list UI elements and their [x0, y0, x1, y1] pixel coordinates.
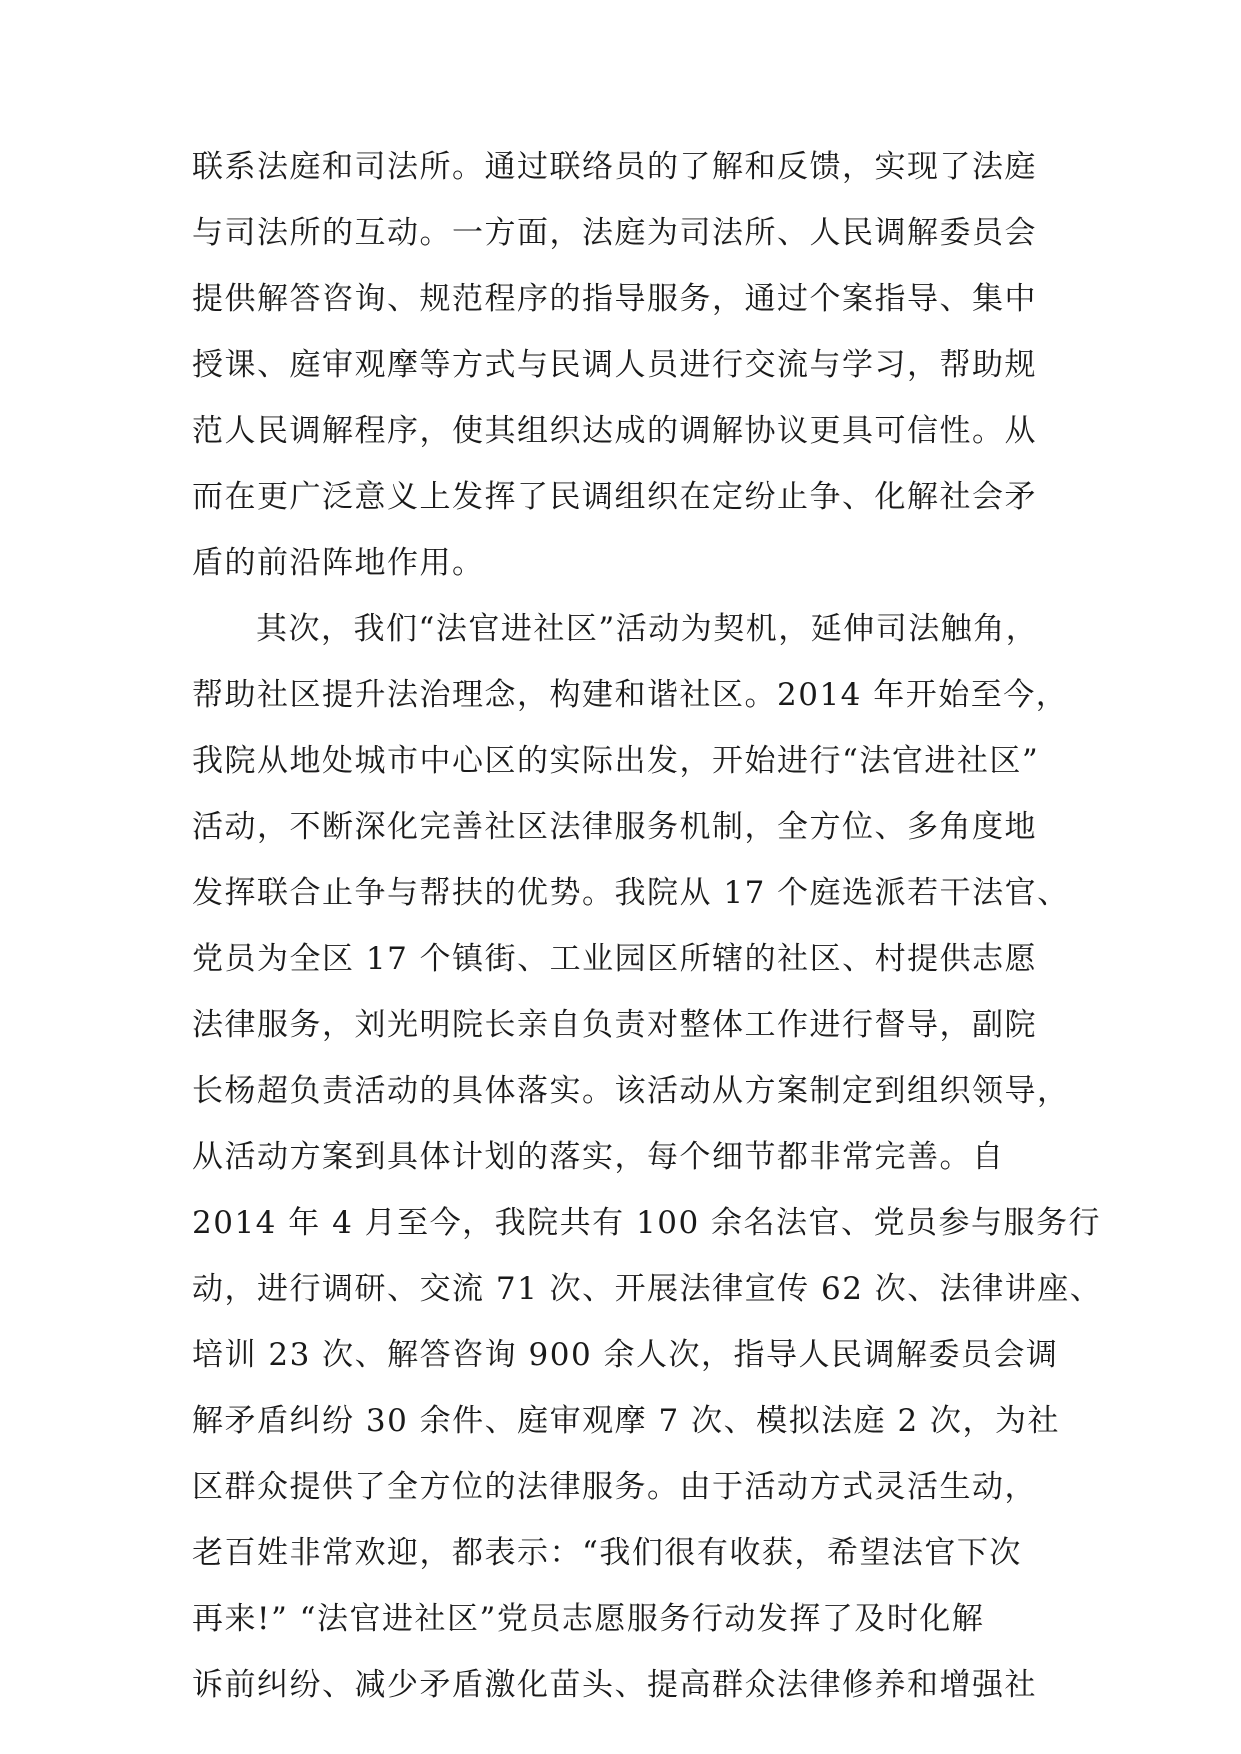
- text-line: 范人民调解程序，使其组织达成的调解协议更具可信性。从: [192, 413, 1037, 449]
- text-line: 法律服务，刘光明院长亲自负责对整体工作进行督导，副院: [192, 1007, 1037, 1043]
- text-line: 与司法所的互动。一方面，法庭为司法所、人民调解委员会: [192, 215, 1037, 251]
- text-line: 授课、庭审观摩等方式与民调人员进行交流与学习，帮助规: [192, 347, 1037, 383]
- text-line: 培训 23 次、解答咨询 900 余人次，指导人民调解委员会调: [192, 1337, 1059, 1373]
- text-line: 而在更广泛意义上发挥了民调组织在定纷止争、化解社会矛: [192, 479, 1037, 515]
- text-line: 联系法庭和司法所。通过联络员的了解和反馈，实现了法庭: [192, 149, 1037, 185]
- text-line: 党员为全区 17 个镇街、工业园区所辖的社区、村提供志愿: [192, 941, 1038, 977]
- text-line: 动，进行调研、交流 71 次、开展法律宣传 62 次、法律讲座、: [192, 1271, 1103, 1307]
- text-line: 解矛盾纠纷 30 余件、庭审观摩 7 次、模拟法庭 2 次，为社: [192, 1403, 1061, 1439]
- text-line: 长杨超负责活动的具体落实。该活动从方案制定到组织领导，: [192, 1073, 1070, 1109]
- text-line: 老百姓非常欢迎，都表示：“我们很有收获，希望法官下次: [192, 1535, 1022, 1571]
- text-line: 从活动方案到具体计划的落实，每个细节都非常完善。自: [192, 1139, 1005, 1175]
- text-line: 再来!” “法官进社区”党员志愿服务行动发挥了及时化解: [192, 1601, 985, 1637]
- paragraph-first-line: 其次，我们“法官进社区”活动为契机，延伸司法触角，: [256, 611, 1039, 647]
- text-line: 区群众提供了全方位的法律服务。由于活动方式灵活生动，: [192, 1469, 1037, 1505]
- text-line: 2014 年 4 月至今，我院共有 100 余名法官、党员参与服务行: [192, 1205, 1102, 1241]
- text-line: 我院从地处城市中心区的实际出发，开始进行“法官进社区”: [192, 743, 1040, 779]
- text-line: 诉前纠纷、减少矛盾激化苗头、提高群众法律修养和增强社: [192, 1667, 1037, 1703]
- text-line: 帮助社区提升法治理念，构建和谐社区。2014 年开始至今，: [192, 677, 1069, 713]
- text-line: 活动，不断深化完善社区法律服务机制，全方位、多角度地: [192, 809, 1037, 845]
- text-line: 盾的前沿阵地作用。: [192, 545, 485, 581]
- text-line: 提供解答咨询、规范程序的指导服务，通过个案指导、集中: [192, 281, 1037, 317]
- text-line: 发挥联合止争与帮扶的优势。我院从 17 个庭选派若干法官、: [192, 875, 1070, 911]
